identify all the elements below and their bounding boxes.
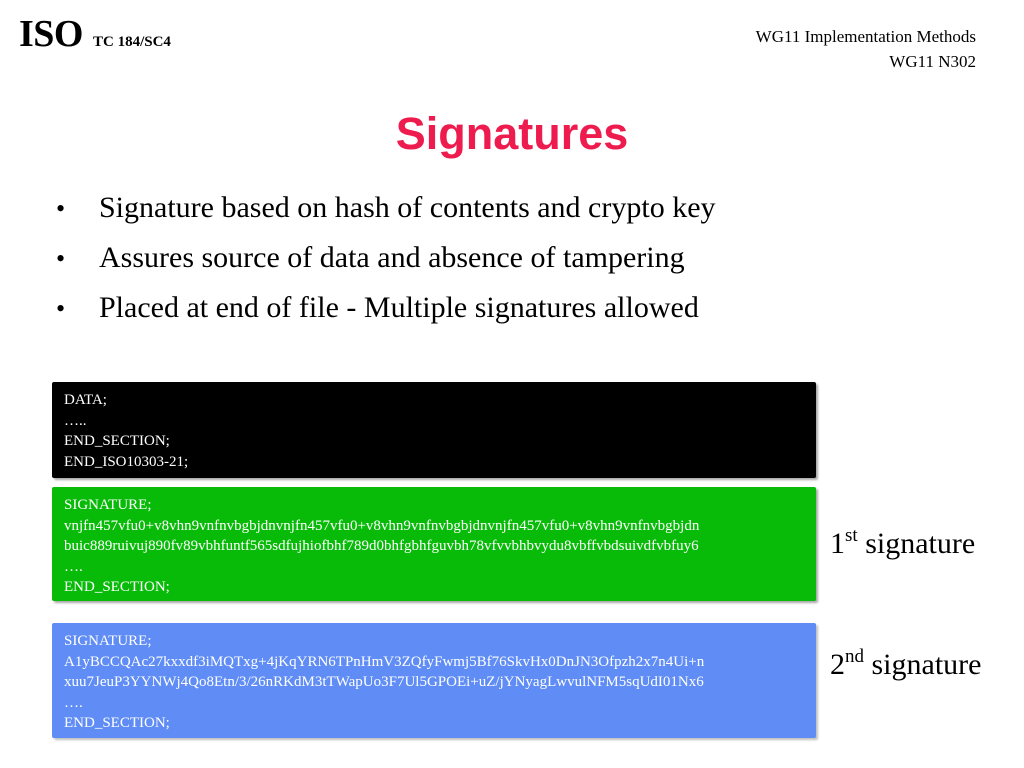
- code-line: SIGNATURE;: [64, 633, 152, 649]
- iso-logo-text: ISO: [19, 13, 83, 55]
- code-line: SIGNATURE;: [64, 497, 152, 513]
- code-line: END_SECTION;: [64, 715, 170, 731]
- signature-word: signature: [864, 648, 982, 681]
- code-line: xuu7JeuP3YYNWj4Qo8Etn/3/26nRKdM3tTWapUo3F7Ul5GPOEi+uZ/jYNyagLwvulNFM5sqUdI01Nx6: [64, 674, 704, 690]
- code-line: A1yBCCQAc27kxxdf3iMQTxg+4jKqYRN6TPnHmV3ZQfyFwmj5Bf76SkvHx0DnJN3Ofpzh2x7n4Ui+n: [64, 653, 705, 670]
- signature-word: signature: [857, 527, 976, 560]
- committee-label: TC 184/SC4: [92, 34, 171, 50]
- document-number: WG11 N302: [889, 52, 976, 71]
- signature-2-block: [52, 623, 816, 738]
- code-line: END_ISO10303-21;: [64, 453, 189, 470]
- bullet-item: [56, 183, 716, 233]
- code-line: ….: [64, 558, 83, 575]
- working-group-name: WG11 Implementation Methods: [755, 27, 976, 46]
- header-info: [756, 24, 976, 74]
- bullet-item: [56, 233, 716, 283]
- bullet-list: [56, 183, 716, 333]
- signature-1-block: [52, 487, 816, 601]
- data-section-block: [52, 382, 816, 478]
- code-line: DATA;: [64, 392, 107, 408]
- ordinal-suffix: st: [845, 525, 858, 546]
- bullet-dot-icon: •: [56, 194, 66, 223]
- iso-logo: [19, 12, 171, 56]
- code-line: buic889ruivuj890fv89vbhfuntf565sdfujhiofbhf789d0bhfgbhfguvbh78vfvvbhbvydu8vbffvbdsuivdfvbfuy6: [64, 538, 699, 554]
- code-line: …..: [64, 412, 87, 429]
- ordinal-number: 1: [830, 527, 845, 560]
- ordinal-suffix: nd: [845, 646, 864, 667]
- second-signature-label: [830, 647, 981, 683]
- bullet-dot-icon: •: [56, 244, 66, 273]
- bullet-item: [56, 283, 716, 333]
- bullet-text: Assures source of data and absence of tampering: [99, 241, 685, 274]
- code-line: END_SECTION;: [64, 433, 170, 449]
- code-line: END_SECTION;: [64, 579, 170, 595]
- ordinal-number: 2: [830, 648, 845, 681]
- bullet-text: Placed at end of file - Multiple signatures allowed: [99, 291, 699, 324]
- slide-title: Signatures: [395, 108, 629, 159]
- first-signature-label: [830, 526, 975, 562]
- code-line: vnjfn457vfu0+v8vhn9vnfnvbgbjdnvnjfn457vfu0+v8vhn9vnfnvbgbjdnvnjfn457vfu0+v8vhn9vnfnvbgbjdn: [64, 517, 700, 534]
- bullet-dot-icon: •: [56, 294, 66, 323]
- bullet-text: Signature based on hash of contents and crypto key: [99, 191, 716, 224]
- code-line: ….: [64, 694, 83, 711]
